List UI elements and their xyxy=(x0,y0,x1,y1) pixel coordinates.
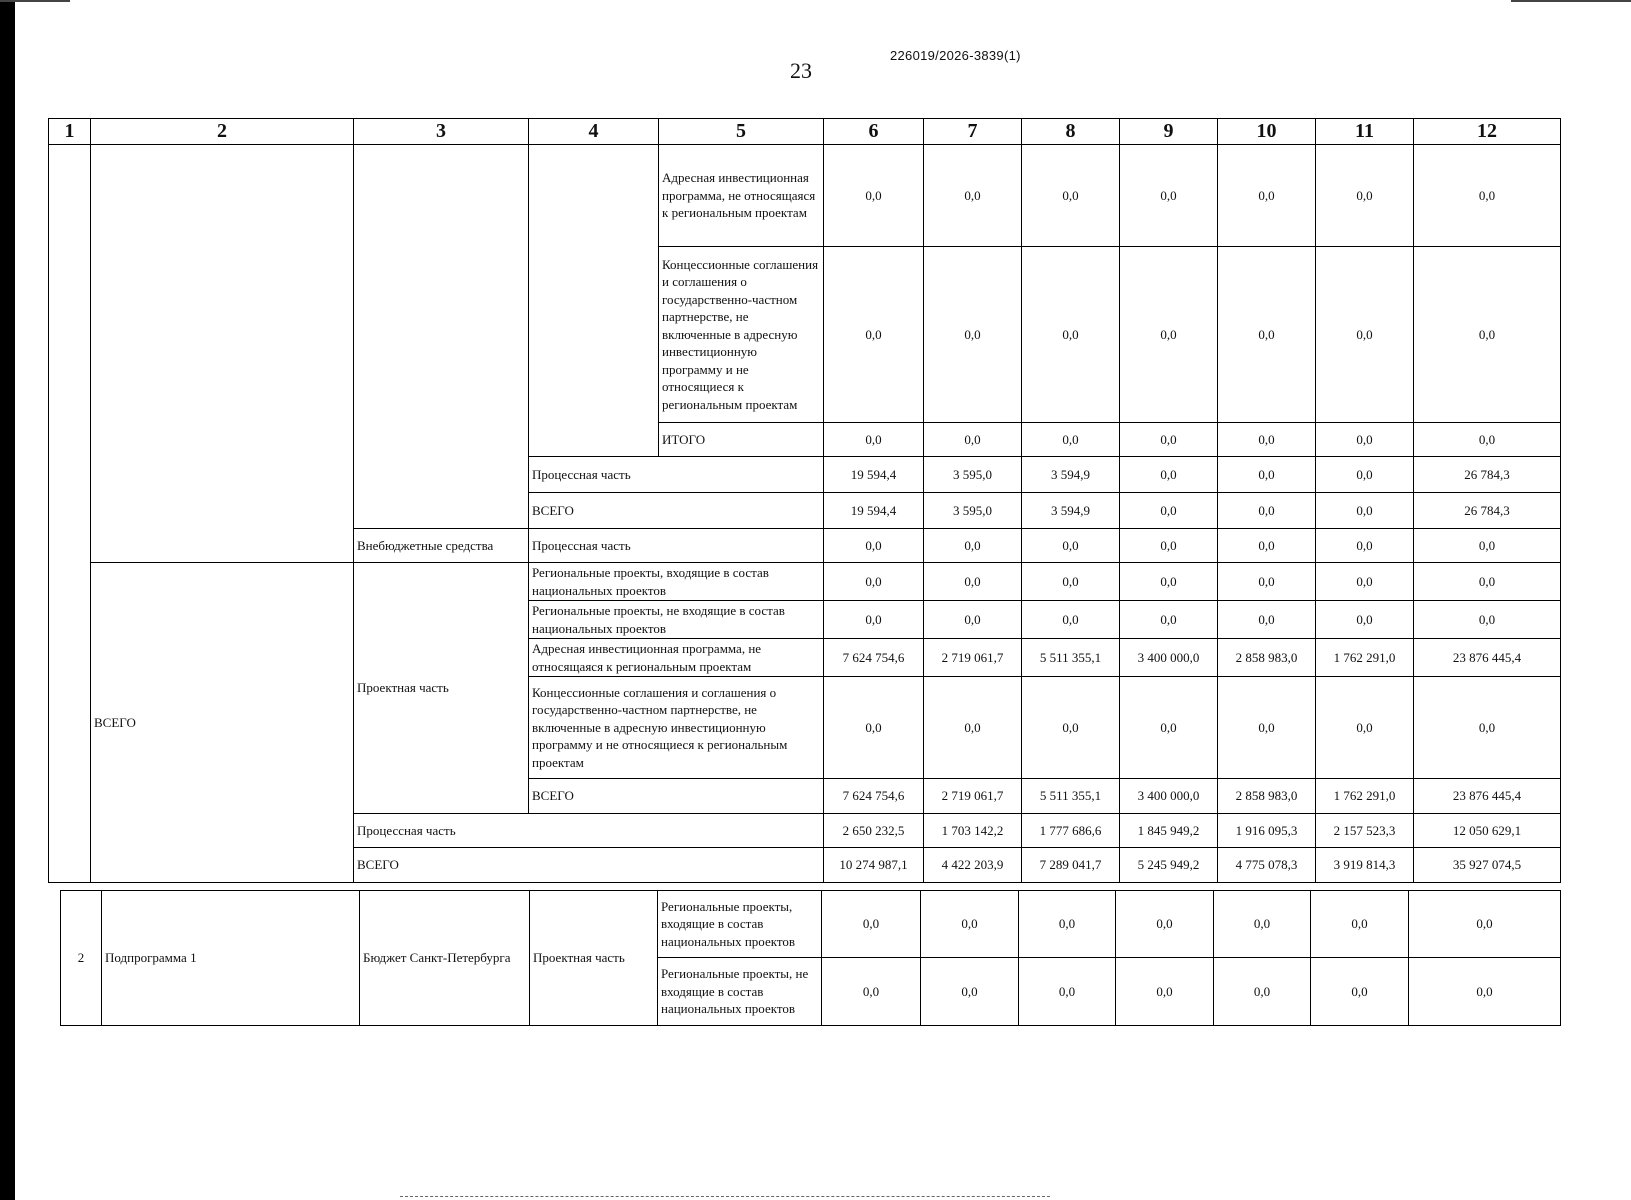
value-cell: 23 876 445,4 xyxy=(1414,779,1561,814)
row-label: Внебюджетные средства xyxy=(354,529,529,563)
value-cell: 0,0 xyxy=(1120,145,1218,247)
value-cell: 0,0 xyxy=(1022,601,1120,639)
column-header: 11 xyxy=(1316,119,1414,145)
value-cell: 0,0 xyxy=(1116,891,1214,958)
value-cell: 7 624 754,6 xyxy=(824,639,924,677)
value-cell: 0,0 xyxy=(1316,423,1414,457)
column-header: 4 xyxy=(529,119,659,145)
value-cell: 0,0 xyxy=(1218,493,1316,529)
value-cell: 26 784,3 xyxy=(1414,457,1561,493)
value-cell: 0,0 xyxy=(1022,423,1120,457)
document-id: 226019/2026-3839(1) xyxy=(890,48,1021,63)
value-cell: 0,0 xyxy=(822,891,921,958)
value-cell: 3 400 000,0 xyxy=(1120,639,1218,677)
value-cell: 5 511 355,1 xyxy=(1022,779,1120,814)
subprogram-table xyxy=(60,890,1561,1026)
value-cell: 3 400 000,0 xyxy=(1120,779,1218,814)
page-number: 23 xyxy=(790,58,812,83)
value-cell: 0,0 xyxy=(1022,677,1120,779)
row-label: ВСЕГО xyxy=(91,563,354,883)
row-label: Региональные проекты, входящие в состав национальных проектов xyxy=(529,563,824,601)
column-header-row xyxy=(49,119,1561,145)
value-cell: 0,0 xyxy=(1414,529,1561,563)
row-number: 2 xyxy=(61,891,102,1026)
scan-bottom-rule xyxy=(400,1196,1050,1197)
row-label: Проектная часть xyxy=(354,563,529,814)
value-cell: 0,0 xyxy=(1218,457,1316,493)
column-header: 6 xyxy=(824,119,924,145)
column-header: 2 xyxy=(91,119,354,145)
value-cell: 0,0 xyxy=(921,891,1019,958)
row-label: Региональные проекты, входящие в состав национальных проектов xyxy=(658,891,822,958)
value-cell: 0,0 xyxy=(824,563,924,601)
value-cell: 35 927 074,5 xyxy=(1414,848,1561,883)
value-cell: 0,0 xyxy=(1120,601,1218,639)
value-cell: 0,0 xyxy=(1414,563,1561,601)
value-cell: 3 919 814,3 xyxy=(1316,848,1414,883)
budget-table xyxy=(48,118,1561,883)
value-cell: 2 858 983,0 xyxy=(1218,639,1316,677)
value-cell: 0,0 xyxy=(1019,958,1116,1026)
row-label: Процессная часть xyxy=(529,529,824,563)
subprogram-name: Подпрограмма 1 xyxy=(102,891,360,1026)
value-cell: 2 719 061,7 xyxy=(924,779,1022,814)
value-cell: 26 784,3 xyxy=(1414,493,1561,529)
value-cell: 0,0 xyxy=(1316,677,1414,779)
column-header: 1 xyxy=(49,119,91,145)
value-cell: 0,0 xyxy=(1218,247,1316,423)
value-cell: 3 594,9 xyxy=(1022,457,1120,493)
value-cell: 1 703 142,2 xyxy=(924,814,1022,848)
value-cell: 0,0 xyxy=(1409,891,1561,958)
value-cell: 0,0 xyxy=(1316,457,1414,493)
value-cell: 0,0 xyxy=(921,958,1019,1026)
value-cell: 0,0 xyxy=(822,958,921,1026)
value-cell: 0,0 xyxy=(1218,423,1316,457)
value-cell: 0,0 xyxy=(1414,145,1561,247)
row-label: Адресная инвестиционная программа, не относящаяся к региональным проектам xyxy=(659,145,824,247)
value-cell: 0,0 xyxy=(1214,958,1311,1026)
value-cell: 0,0 xyxy=(824,529,924,563)
value-cell: 4 422 203,9 xyxy=(924,848,1022,883)
row-label: Региональные проекты, не входящие в состав национальных проектов xyxy=(529,601,824,639)
row-label: ВСЕГО xyxy=(529,779,824,814)
column-header: 7 xyxy=(924,119,1022,145)
source-cell xyxy=(354,145,529,529)
value-cell: 0,0 xyxy=(824,423,924,457)
value-cell: 0,0 xyxy=(924,601,1022,639)
value-cell: 0,0 xyxy=(1120,457,1218,493)
value-cell: 0,0 xyxy=(1120,247,1218,423)
value-cell: 0,0 xyxy=(824,677,924,779)
value-cell: 0,0 xyxy=(1022,563,1120,601)
value-cell: 0,0 xyxy=(824,601,924,639)
value-cell: 0,0 xyxy=(1120,423,1218,457)
value-cell: 0,0 xyxy=(1019,891,1116,958)
row-label: Проектная часть xyxy=(530,891,658,1026)
value-cell: 0,0 xyxy=(1116,958,1214,1026)
value-cell: 0,0 xyxy=(1022,529,1120,563)
value-cell: 0,0 xyxy=(924,145,1022,247)
value-cell: 0,0 xyxy=(1414,677,1561,779)
value-cell: 3 594,9 xyxy=(1022,493,1120,529)
value-cell: 0,0 xyxy=(1120,529,1218,563)
value-cell: 0,0 xyxy=(1414,423,1561,457)
value-cell: 0,0 xyxy=(824,247,924,423)
row-label: ВСЕГО xyxy=(354,848,824,883)
value-cell: 0,0 xyxy=(1316,601,1414,639)
row-label: Процессная часть xyxy=(529,457,824,493)
row-label: Региональные проекты, не входящие в состав национальных проектов xyxy=(658,958,822,1026)
name-cell xyxy=(91,145,354,563)
funding-source: Бюджет Санкт-Петербурга xyxy=(360,891,530,1026)
value-cell: 0,0 xyxy=(1218,529,1316,563)
value-cell: 0,0 xyxy=(1218,677,1316,779)
value-cell: 0,0 xyxy=(1120,677,1218,779)
column-header: 8 xyxy=(1022,119,1120,145)
value-cell: 5 511 355,1 xyxy=(1022,639,1120,677)
value-cell: 19 594,4 xyxy=(824,493,924,529)
value-cell: 0,0 xyxy=(1214,891,1311,958)
value-cell: 7 289 041,7 xyxy=(1022,848,1120,883)
value-cell: 0,0 xyxy=(1414,601,1561,639)
scan-corner-mark xyxy=(0,0,70,2)
row-label: Концессионные соглашения и соглашения о государственно-частном партнерстве, не включенные в адресную инвестиционную программу и не относящиеся к региональным проектам xyxy=(529,677,824,779)
value-cell: 0,0 xyxy=(1218,563,1316,601)
value-cell: 19 594,4 xyxy=(824,457,924,493)
column-header: 5 xyxy=(659,119,824,145)
value-cell: 0,0 xyxy=(1120,563,1218,601)
value-cell: 5 245 949,2 xyxy=(1120,848,1218,883)
value-cell: 0,0 xyxy=(1218,601,1316,639)
value-cell: 0,0 xyxy=(1022,145,1120,247)
value-cell: 0,0 xyxy=(924,247,1022,423)
value-cell: 4 775 078,3 xyxy=(1218,848,1316,883)
column-header: 9 xyxy=(1120,119,1218,145)
value-cell: 7 624 754,6 xyxy=(824,779,924,814)
value-cell: 23 876 445,4 xyxy=(1414,639,1561,677)
value-cell: 0,0 xyxy=(924,529,1022,563)
value-cell: 0,0 xyxy=(924,563,1022,601)
value-cell: 2 157 523,3 xyxy=(1316,814,1414,848)
value-cell: 1 762 291,0 xyxy=(1316,779,1414,814)
scan-corner-mark xyxy=(1511,0,1631,2)
value-cell: 0,0 xyxy=(924,677,1022,779)
value-cell: 0,0 xyxy=(1414,247,1561,423)
value-cell: 0,0 xyxy=(1311,891,1409,958)
part-cell xyxy=(529,145,659,457)
value-cell: 0,0 xyxy=(1316,529,1414,563)
table-row xyxy=(61,891,1561,958)
value-cell: 0,0 xyxy=(1022,247,1120,423)
value-cell: 0,0 xyxy=(1409,958,1561,1026)
value-cell: 1 777 686,6 xyxy=(1022,814,1120,848)
value-cell: 3 595,0 xyxy=(924,493,1022,529)
value-cell: 0,0 xyxy=(1316,563,1414,601)
column-header: 12 xyxy=(1414,119,1561,145)
value-cell: 2 858 983,0 xyxy=(1218,779,1316,814)
column-header: 10 xyxy=(1218,119,1316,145)
value-cell: 0,0 xyxy=(1120,493,1218,529)
table-row xyxy=(49,563,1561,601)
value-cell: 12 050 629,1 xyxy=(1414,814,1561,848)
value-cell: 1 762 291,0 xyxy=(1316,639,1414,677)
column-header: 3 xyxy=(354,119,529,145)
row-label: Процессная часть xyxy=(354,814,824,848)
row-label: ВСЕГО xyxy=(529,493,824,529)
value-cell: 0,0 xyxy=(1316,247,1414,423)
row-label: ИТОГО xyxy=(659,423,824,457)
value-cell: 0,0 xyxy=(824,145,924,247)
value-cell: 0,0 xyxy=(1311,958,1409,1026)
value-cell: 0,0 xyxy=(1316,145,1414,247)
table-row xyxy=(49,145,1561,247)
row-label: Концессионные соглашения и соглашения о государственно-частном партнерстве, не включенные в адресную инвестиционную программу и не относящиеся к региональным проектам xyxy=(659,247,824,423)
value-cell: 2 650 232,5 xyxy=(824,814,924,848)
value-cell: 3 595,0 xyxy=(924,457,1022,493)
value-cell: 2 719 061,7 xyxy=(924,639,1022,677)
value-cell: 1 845 949,2 xyxy=(1120,814,1218,848)
value-cell: 0,0 xyxy=(1218,145,1316,247)
value-cell: 10 274 987,1 xyxy=(824,848,924,883)
row-number-cell xyxy=(49,145,91,883)
scan-left-edge xyxy=(0,0,15,1200)
value-cell: 1 916 095,3 xyxy=(1218,814,1316,848)
row-label: Адресная инвестиционная программа, не относящаяся к региональным проектам xyxy=(529,639,824,677)
value-cell: 0,0 xyxy=(924,423,1022,457)
value-cell: 0,0 xyxy=(1316,493,1414,529)
